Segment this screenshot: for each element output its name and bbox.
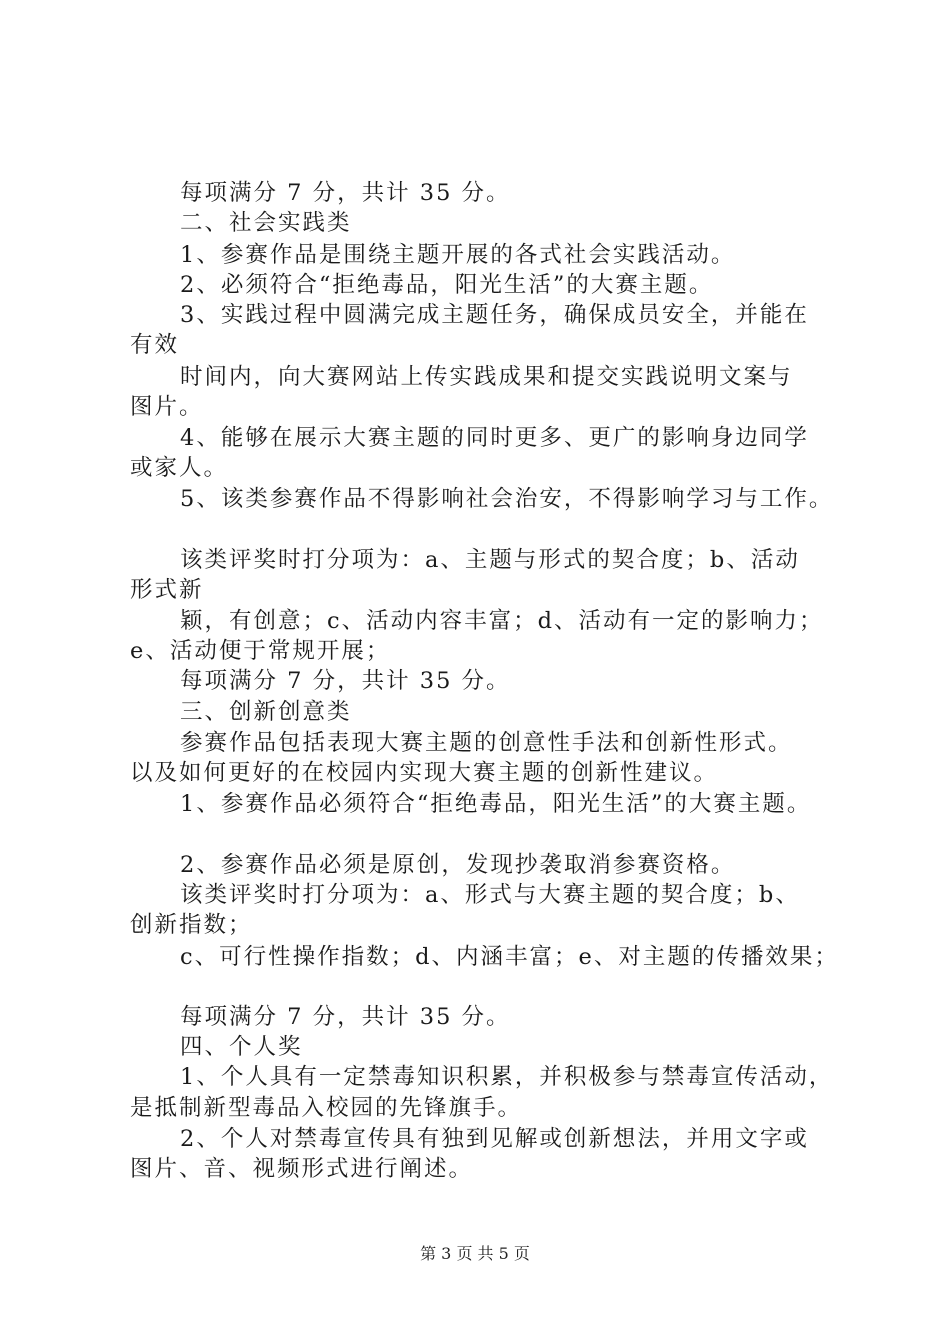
text-line: 1、个人具有一定禁毒知识积累，并积极参与禁毒宣传活动，	[180, 1064, 834, 1090]
text-line: 图片、音、视频形式进行阐述。	[130, 1156, 474, 1182]
text-line: 该类评奖时打分项为：a、主题与形式的契合度；b、活动	[180, 547, 800, 573]
text-line: c、可行性操作指数；d、内涵丰富；e、对主题的传播效果；	[180, 944, 839, 970]
text-line: 5、该类参赛作品不得影响社会治安，不得影响学习与工作。	[180, 486, 834, 512]
text-line: e、活动便于常规开展；	[130, 638, 391, 664]
text-line: 或家人。	[130, 455, 229, 481]
text-line: 创新指数；	[130, 912, 253, 938]
text-line: 4、能够在展示大赛主题的同时更多、更广的影响身边同学	[180, 425, 809, 451]
text-line: 时间内，向大赛网站上传实践成果和提交实践说明文案与	[180, 364, 793, 390]
section-heading: 四、个人奖	[180, 1034, 303, 1060]
text-line: 是抵制新型毒品入校园的先锋旗手。	[130, 1095, 523, 1121]
text-line: 以及如何更好的在校园内实现大赛主题的创新性建议。	[130, 760, 719, 786]
page-footer: 第 3 页 共 5 页	[420, 1244, 530, 1263]
text-line: 2、必须符合“拒绝毒品，阳光生活”的大赛主题。	[180, 272, 714, 298]
text-line: 1、参赛作品必须符合“拒绝毒品，阳光生活”的大赛主题。	[180, 791, 812, 817]
text-line: 该类评奖时打分项为：a、形式与大赛主题的契合度；b、	[180, 882, 800, 908]
text-line: 图片。	[130, 394, 204, 420]
text-line: 2、个人对禁毒宣传具有独到见解或创新想法，并用文字或	[180, 1126, 809, 1152]
text-line: 颖，有创意；c、活动内容丰富；d、活动有一定的影响力；	[180, 608, 824, 634]
text-line: 每项满分 7 分，共计 35 分。	[180, 1004, 511, 1030]
text-line: 2、参赛作品必须是原创，发现抄袭取消参赛资格。	[180, 852, 736, 878]
text-line: 形式新	[130, 577, 204, 603]
text-line: 参赛作品包括表现大赛主题的创意性手法和创新性形式。	[180, 730, 793, 756]
section-heading: 三、创新创意类	[180, 699, 352, 725]
text-line: 3、实践过程中圆满完成主题任务，确保成员安全，并能在	[180, 302, 809, 328]
text-line: 每项满分 7 分，共计 35 分。	[180, 180, 511, 206]
text-line: 1、参赛作品是围绕主题开展的各式社会实践活动。	[180, 242, 736, 268]
text-line: 每项满分 7 分，共计 35 分。	[180, 668, 511, 694]
section-heading: 二、社会实践类	[180, 210, 352, 236]
text-line: 有效	[130, 332, 180, 358]
